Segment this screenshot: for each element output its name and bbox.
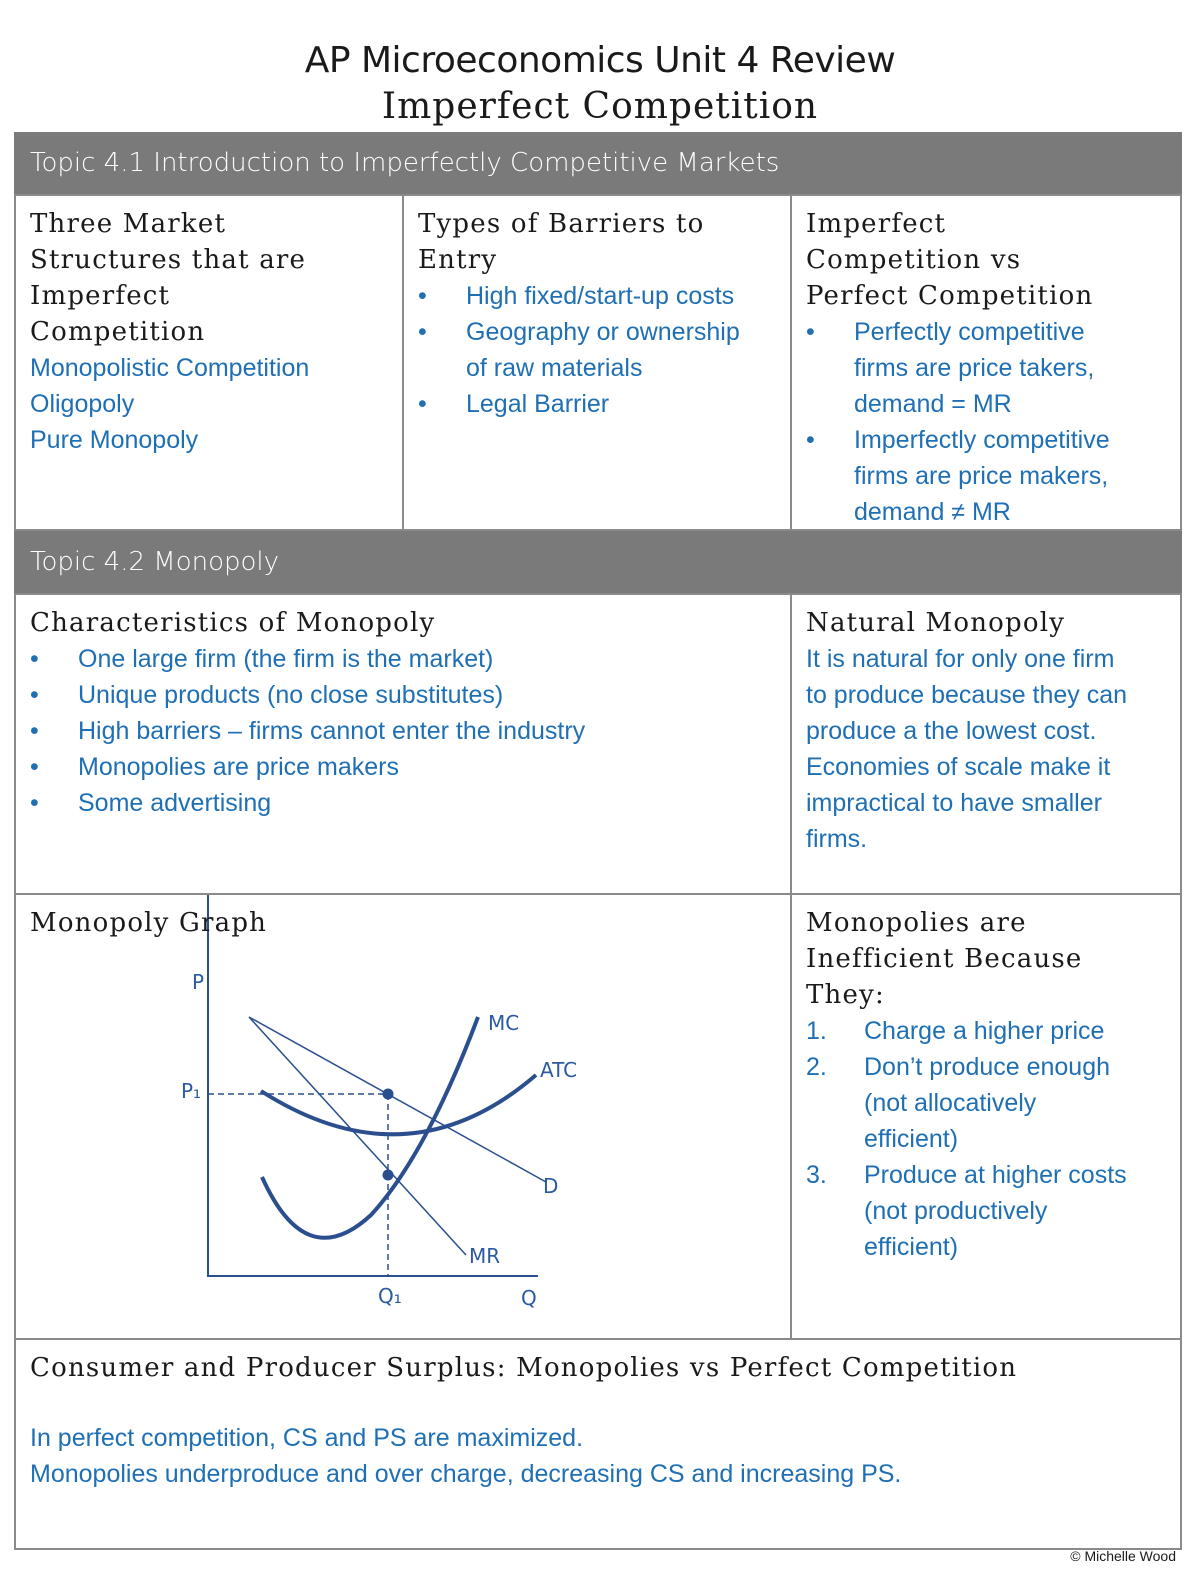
list-item: • Monopolies are price makers bbox=[30, 753, 399, 781]
p1-label: P₁ bbox=[181, 1079, 202, 1103]
monopoly-graph bbox=[16, 895, 790, 1338]
list-item: Pure Monopoly bbox=[30, 426, 199, 454]
list-item: 1. Charge a higher price bbox=[806, 1017, 1105, 1045]
inefficient-heading: Monopolies are Inefficient Because They: bbox=[806, 908, 1083, 1010]
list-item: Oligopoly bbox=[30, 390, 135, 418]
monopoly-graph-cell bbox=[14, 893, 792, 1340]
atc-curve bbox=[261, 1075, 536, 1134]
list-item: • One large firm (the firm is the market) bbox=[30, 645, 494, 673]
q1-label: Q₁ bbox=[378, 1284, 402, 1308]
copyright: © Michelle Wood bbox=[1070, 1548, 1176, 1564]
imperfect-vs-perfect-list bbox=[806, 314, 1166, 530]
topic-4-2-band: Topic 4.2 Monopoly bbox=[14, 531, 1182, 593]
surplus-text: In perfect competition, CS and PS are maximized. Monopolies underproduce and over charge, decreasing CS and increasing PS. bbox=[30, 1424, 902, 1488]
list-item: • Imperfectly competitive firms are price makers, demand ≠ MR bbox=[806, 426, 1110, 526]
imperfect-vs-perfect-heading: Imperfect Competition vs Perfect Competition bbox=[806, 209, 1094, 311]
surplus-cell bbox=[14, 1338, 1182, 1550]
list-item: • Perfectly competitive firms are price takers, demand = MR bbox=[806, 318, 1095, 418]
barriers-heading: Types of Barriers to Entry bbox=[418, 209, 705, 275]
profit-max-point bbox=[383, 1170, 394, 1181]
page-subtitle: Imperfect Competition bbox=[381, 86, 819, 127]
market-structures-cell bbox=[14, 194, 404, 531]
surplus-heading: Consumer and Producer Surplus: Monopolies vs Perfect Competition bbox=[30, 1353, 1018, 1383]
list-item: • Geography or ownership of raw materials bbox=[418, 318, 740, 382]
natural-monopoly-cell bbox=[790, 593, 1182, 895]
mc-label: MC bbox=[488, 1011, 520, 1035]
q-axis-label: Q bbox=[521, 1286, 537, 1310]
natural-monopoly-heading: Natural Monopoly bbox=[806, 608, 1066, 638]
p-axis-label: P bbox=[192, 970, 205, 994]
topic-4-1-band: Topic 4.1 Introduction to Imperfectly Competitive Markets bbox=[14, 132, 1182, 194]
mr-label: MR bbox=[469, 1244, 501, 1268]
market-structures-heading: Three Market Structures that are Imperfect Competition bbox=[30, 209, 307, 347]
imperfect-vs-perfect-cell bbox=[790, 194, 1182, 531]
monopoly-graph-heading: Monopoly Graph bbox=[30, 908, 268, 938]
market-structures-list bbox=[30, 350, 388, 458]
inefficient-cell bbox=[790, 893, 1182, 1340]
atc-label: ATC bbox=[540, 1058, 578, 1082]
list-item: • Some advertising bbox=[30, 789, 272, 817]
list-item: 3. Produce at higher costs (not productively efficient) bbox=[806, 1161, 1127, 1261]
list-item: • Legal Barrier bbox=[418, 390, 610, 418]
inefficient-list bbox=[806, 1013, 1166, 1265]
barriers-list bbox=[418, 278, 776, 422]
mr-curve bbox=[249, 1017, 466, 1255]
characteristics-list bbox=[30, 641, 776, 821]
price-point bbox=[383, 1089, 394, 1100]
barriers-cell bbox=[402, 194, 792, 531]
list-item: • High barriers – firms cannot enter the industry bbox=[30, 717, 586, 745]
d-label: D bbox=[543, 1174, 559, 1198]
list-item: 2. Don’t produce enough (not allocatively efficient) bbox=[806, 1053, 1111, 1153]
characteristics-cell bbox=[14, 593, 792, 895]
natural-monopoly-text: It is natural for only one firm to produce because they can produce a the lowest cost. Economies of scale make it impractical to have smaller firms. bbox=[806, 645, 1128, 853]
list-item: • High fixed/start-up costs bbox=[418, 282, 735, 310]
characteristics-heading: Characteristics of Monopoly bbox=[30, 608, 436, 638]
page-title: AP Microeconomics Unit 4 Review bbox=[304, 40, 896, 81]
list-item: Monopolistic Competition bbox=[30, 354, 310, 382]
list-item: • Unique products (no close substitutes) bbox=[30, 681, 504, 709]
